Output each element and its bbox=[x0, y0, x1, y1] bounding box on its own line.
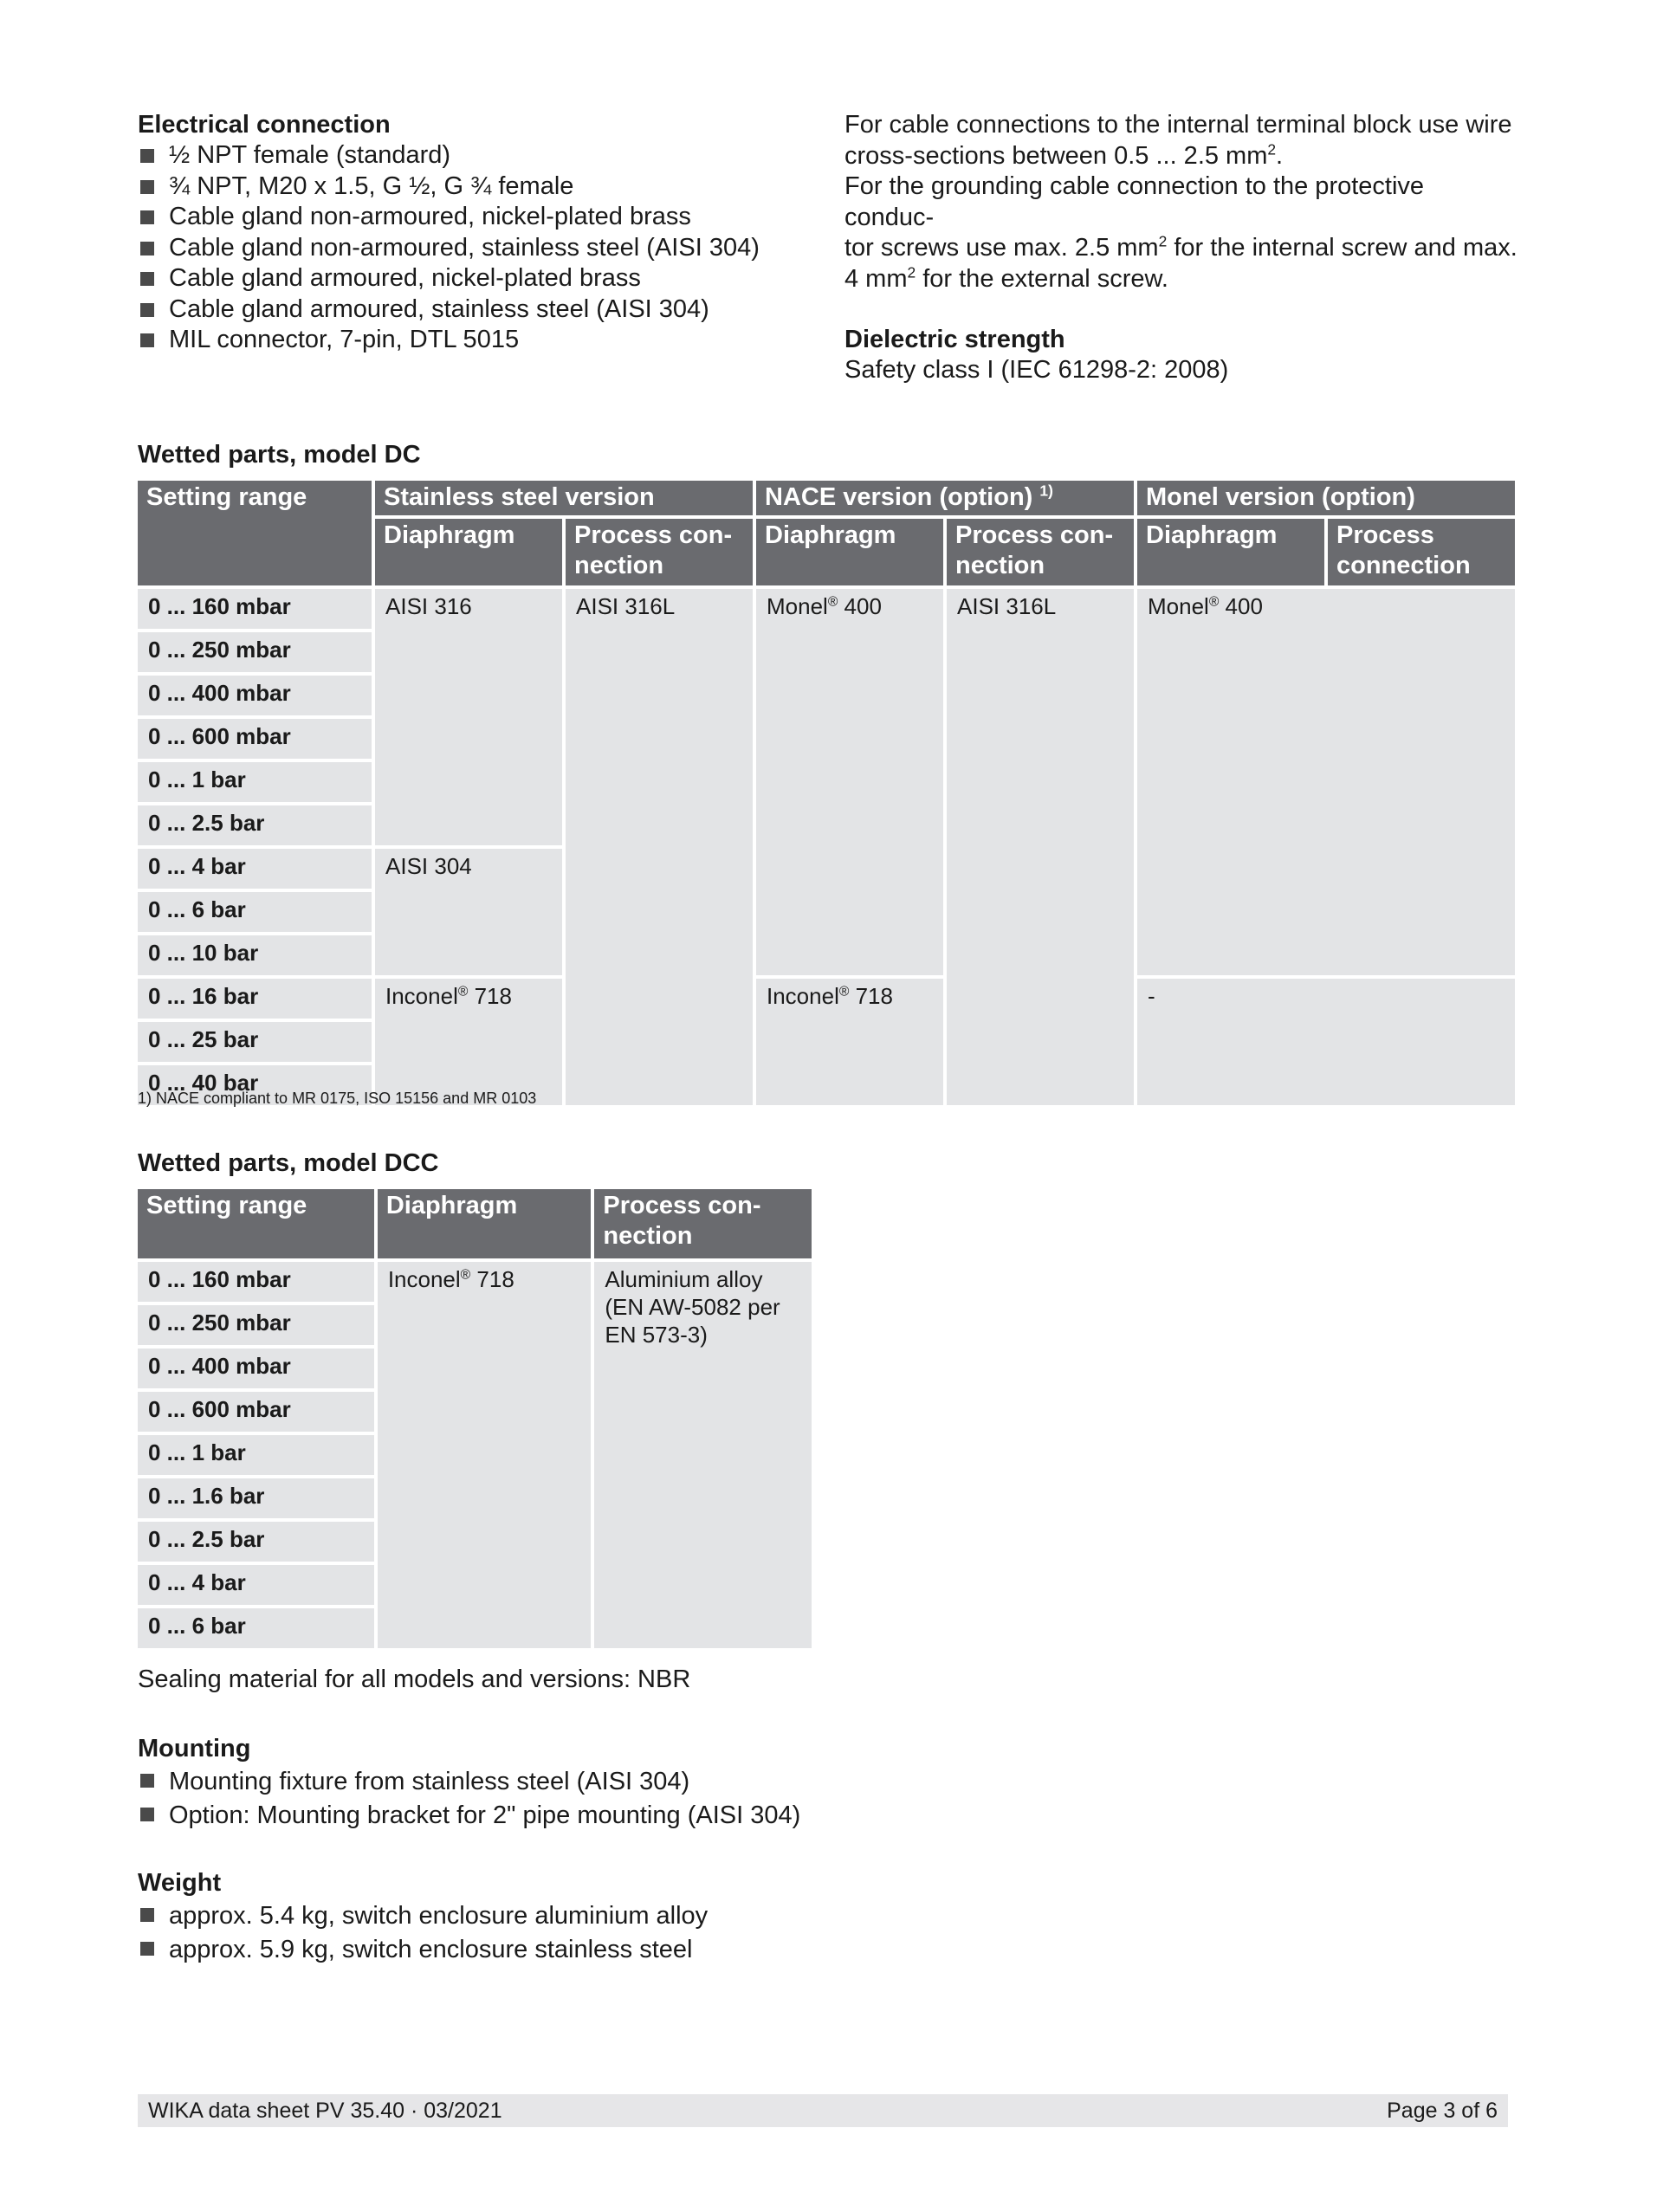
setting-range-cell: 0 ... 16 bar bbox=[138, 979, 372, 1019]
header-diaphragm: Diaphragm bbox=[378, 1189, 592, 1258]
electrical-connection-section bbox=[138, 110, 796, 356]
list-item: ½ NPT female (standard) bbox=[138, 140, 796, 171]
header-process-connection: Process con-nection bbox=[566, 519, 753, 585]
list-item: approx. 5.4 kg, switch enclosure aluminium alloy bbox=[138, 1899, 1004, 1933]
list-item: Cable gland armoured, stainless steel (AISI 304) bbox=[138, 294, 796, 326]
header-diaphragm: Diaphragm bbox=[375, 519, 562, 585]
setting-range-cell: 0 ... 600 mbar bbox=[138, 719, 372, 759]
monel-material-cell: Monel® 400 bbox=[1137, 589, 1515, 975]
list-item: MIL connector, 7-pin, DTL 5015 bbox=[138, 325, 796, 356]
header-stainless-steel: Stainless steel version bbox=[375, 481, 753, 515]
list-item: Mounting fixture from stainless steel (AISI 304) bbox=[138, 1765, 1004, 1799]
electrical-connection-heading: Electrical connection bbox=[138, 111, 391, 139]
list-item: Cable gland non-armoured, stainless steel (AISI 304) bbox=[138, 233, 796, 264]
dc-wetted-parts-table bbox=[134, 477, 1518, 1109]
header-diaphragm: Diaphragm bbox=[756, 519, 943, 585]
list-item: approx. 5.9 kg, switch enclosure stainless steel bbox=[138, 1933, 1004, 1967]
dc-footnote: 1) NACE compliant to MR 0175, ISO 15156 and MR 0103 bbox=[138, 1090, 537, 1107]
dcc-diaphragm-cell: Inconel® 718 bbox=[378, 1262, 592, 1648]
dielectric-strength-text: Safety class I (IEC 61298-2: 2008) bbox=[844, 356, 1229, 384]
ss-diaphragm-cell: AISI 316 bbox=[375, 589, 562, 845]
setting-range-cell: 0 ... 1.6 bar bbox=[138, 1478, 374, 1518]
weight-section bbox=[138, 1866, 1004, 1967]
header-nace: NACE version (option) $^{1)}$ bbox=[756, 481, 1134, 515]
setting-range-cell: 0 ... 25 bar bbox=[138, 1022, 372, 1062]
header-diaphragm: Diaphragm bbox=[1137, 519, 1324, 585]
ss-diaphragm-cell: AISI 304 bbox=[375, 849, 562, 975]
dcc-process-connection-cell: Aluminium alloy (EN AW-5082 per EN 573-3) bbox=[594, 1262, 812, 1648]
dielectric-strength-heading: Dielectric strength bbox=[844, 326, 1065, 353]
setting-range-cell: 0 ... 2.5 bar bbox=[138, 1522, 374, 1562]
dcc-heading: Wetted parts, model DCC bbox=[138, 1149, 439, 1177]
nace-diaphragm-cell: Monel® 400 bbox=[756, 589, 943, 975]
setting-range-cell: 0 ... 400 mbar bbox=[138, 1349, 374, 1388]
header-process-connection: Process con-nection bbox=[594, 1189, 812, 1258]
text-line: For the grounding cable connection to the protective conduc- bbox=[844, 172, 1425, 231]
setting-range-cell: 0 ... 250 mbar bbox=[138, 632, 372, 672]
list-item: Cable gland armoured, nickel-plated brass bbox=[138, 263, 796, 294]
ss-diaphragm-cell: Inconel® 718 bbox=[375, 979, 562, 1105]
weight-heading: Weight bbox=[138, 1869, 222, 1897]
header-process-connection: Process con-nection bbox=[947, 519, 1134, 585]
setting-range-cell: 0 ... 6 bar bbox=[138, 892, 372, 932]
text-line: cross-sections between 0.5 ... 2.5 $mm^2$. bbox=[844, 139, 1284, 170]
footer-document-id: WIKA data sheet PV 35.40 · 03/2021 bbox=[148, 2099, 502, 2123]
sealing-text: Sealing material for all models and versions: NBR bbox=[138, 1665, 691, 1693]
setting-range-cell: 0 ... 160 mbar bbox=[138, 589, 372, 629]
setting-range-cell: 0 ... 4 bar bbox=[138, 1565, 374, 1605]
setting-range-cell: 0 ... 250 mbar bbox=[138, 1305, 374, 1345]
setting-range-cell: 0 ... 4 bar bbox=[138, 849, 372, 889]
header-process-connection: Process connection bbox=[1328, 519, 1515, 585]
header-monel: Monel version (option) bbox=[1137, 481, 1515, 515]
setting-range-cell: 0 ... 160 mbar bbox=[138, 1262, 374, 1302]
setting-range-cell: 0 ... 400 mbar bbox=[138, 676, 372, 715]
nace-process-connection-cell: AISI 316L bbox=[947, 589, 1134, 1105]
page-footer bbox=[138, 2094, 1508, 2127]
header-setting-range: Setting range bbox=[138, 1189, 374, 1258]
mounting-heading: Mounting bbox=[138, 1735, 251, 1762]
text-line: For cable connections to the internal terminal block use wire bbox=[844, 111, 1512, 139]
text-line: tor screws use max. 2.5 $mm^2$ for the internal screw and max. bbox=[844, 232, 1517, 262]
monel-material-cell: - bbox=[1137, 979, 1515, 1105]
list-item: ¾ NPT, M20 x 1.5, G ½, G ¾ female bbox=[138, 171, 796, 203]
nace-diaphragm-cell: Inconel® 718 bbox=[756, 979, 943, 1105]
text-line: 4 $mm^2$ for the external screw. bbox=[844, 262, 1168, 293]
dc-heading: Wetted parts, model DC bbox=[138, 441, 421, 469]
list-item: Option: Mounting bracket for 2" pipe mounting (AISI 304) bbox=[138, 1799, 1004, 1833]
weight-list bbox=[138, 1899, 1004, 1967]
dcc-wetted-parts-table bbox=[134, 1186, 815, 1652]
ss-process-connection-cell: AISI 316L bbox=[566, 589, 753, 1105]
setting-range-cell: 0 ... 40 bar bbox=[138, 1065, 372, 1105]
header-setting-range: Setting range bbox=[138, 481, 372, 585]
setting-range-cell: 0 ... 10 bar bbox=[138, 935, 372, 975]
setting-range-cell: 0 ... 600 mbar bbox=[138, 1392, 374, 1432]
footer-page-number: Page 3 of 6 bbox=[1387, 2099, 1498, 2123]
cable-connection-text bbox=[844, 110, 1520, 386]
mounting-section bbox=[138, 1732, 1004, 1833]
setting-range-cell: 0 ... 1 bar bbox=[138, 1435, 374, 1475]
setting-range-cell: 0 ... 2.5 bar bbox=[138, 805, 372, 845]
list-item: Cable gland non-armoured, nickel-plated brass bbox=[138, 202, 796, 233]
setting-range-cell: 0 ... 6 bar bbox=[138, 1608, 374, 1648]
mounting-list bbox=[138, 1765, 1004, 1833]
setting-range-cell: 0 ... 1 bar bbox=[138, 762, 372, 802]
electrical-connection-list bbox=[138, 140, 796, 356]
